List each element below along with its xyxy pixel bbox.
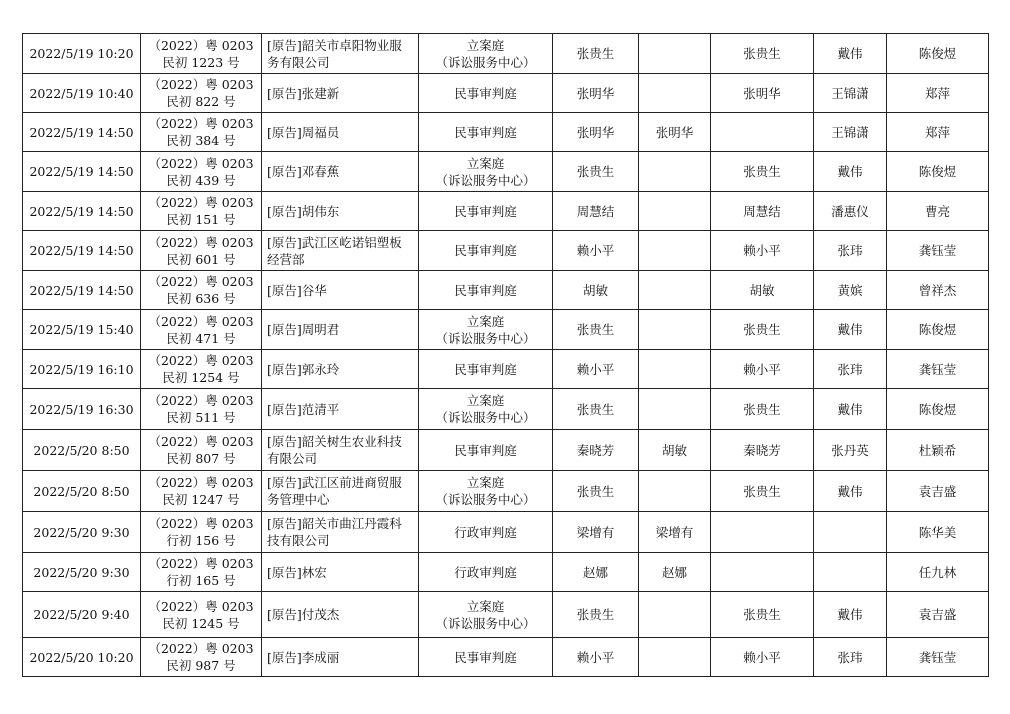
assistant-cell: 张玮 <box>814 638 887 677</box>
court-cell <box>419 231 553 271</box>
undertaking-judge-cell: 张贵生 <box>711 152 814 192</box>
table-row <box>23 34 989 74</box>
party-line1: [原告]韶关市卓阳物业服 <box>267 37 402 53</box>
table-row <box>23 512 989 553</box>
court-cell <box>419 34 553 74</box>
assistant-cell: 潘惠仪 <box>814 192 887 231</box>
undertaking-judge-cell: 周慧结 <box>711 192 814 231</box>
undertaking-judge-cell: 张明华 <box>711 74 814 113</box>
party-line1: [原告]范清平 <box>267 401 340 417</box>
case-number-cell <box>141 553 262 592</box>
clerk-cell: 曹亮 <box>887 192 989 231</box>
court-line1: 民事审判庭 <box>454 85 517 101</box>
hearing-time-cell: 2022/5/19 16:30 <box>23 389 141 430</box>
hearing-time-cell: 2022/5/19 10:20 <box>23 34 141 74</box>
case-number-line1: （2022）粤 0203 <box>148 313 254 329</box>
party-line1: [原告]周福员 <box>267 124 340 140</box>
court-cell <box>419 389 553 430</box>
table-row <box>23 471 989 512</box>
clerk-cell: 袁吉盛 <box>887 592 989 638</box>
hearing-time-cell: 2022/5/19 14:50 <box>23 192 141 231</box>
case-number-cell <box>141 430 262 471</box>
table-row <box>23 430 989 471</box>
court-line2: （诉讼服务中心） <box>435 615 536 631</box>
court-line1: 立案庭 <box>466 393 505 408</box>
assistant-cell: 戴伟 <box>814 389 887 430</box>
case-number-line1: （2022）粤 0203 <box>148 155 254 171</box>
party-line1: [原告]林宏 <box>267 564 327 580</box>
case-number-line1: （2022）粤 0203 <box>148 475 254 490</box>
judge-cell: 张贵生 <box>553 389 639 430</box>
party-cell <box>262 113 419 152</box>
party-line1: [原告]韶关市曲江丹霞科 <box>267 516 402 531</box>
undertaking-judge-cell: 胡敏 <box>711 271 814 310</box>
undertaking-judge-cell: 张贵生 <box>711 592 814 638</box>
party-cell <box>262 430 419 471</box>
presiding-judge-cell <box>639 350 711 389</box>
hearing-time-cell: 2022/5/19 10:40 <box>23 74 141 113</box>
presiding-judge-cell: 胡敏 <box>639 430 711 471</box>
party-line1: [原告]谷华 <box>267 282 327 298</box>
assistant-cell: 戴伟 <box>814 34 887 74</box>
hearing-time-cell: 2022/5/19 14:50 <box>23 152 141 192</box>
case-number-line1: （2022）粤 0203 <box>148 353 254 368</box>
court-line2: （诉讼服务中心） <box>435 54 536 70</box>
assistant-cell: 戴伟 <box>814 152 887 192</box>
court-line1: 行政审判庭 <box>454 564 517 580</box>
case-number-line2: 行初 165 号 <box>166 573 236 588</box>
judge-cell: 梁增有 <box>553 512 639 553</box>
case-number-cell <box>141 471 262 512</box>
hearing-time-cell: 2022/5/20 8:50 <box>23 430 141 471</box>
hearing-time-cell: 2022/5/20 10:20 <box>23 638 141 677</box>
court-line1: 行政审判庭 <box>454 524 517 540</box>
clerk-cell: 陈华美 <box>887 512 989 553</box>
presiding-judge-cell: 赵娜 <box>639 553 711 592</box>
party-cell <box>262 34 419 74</box>
party-cell <box>262 389 419 430</box>
table-row <box>23 389 989 430</box>
judge-cell: 赖小平 <box>553 638 639 677</box>
undertaking-judge-cell <box>711 113 814 152</box>
court-line1: 立案庭 <box>466 37 505 53</box>
case-number-cell <box>141 389 262 430</box>
assistant-cell: 戴伟 <box>814 471 887 512</box>
undertaking-judge-cell: 张贵生 <box>711 471 814 512</box>
hearing-time-cell: 2022/5/19 14:50 <box>23 231 141 271</box>
court-line2: （诉讼服务中心） <box>435 172 536 188</box>
assistant-cell: 张玮 <box>814 231 887 271</box>
undertaking-judge-cell: 秦晓芳 <box>711 430 814 471</box>
court-line1: 立案庭 <box>466 155 505 171</box>
court-cell <box>419 512 553 553</box>
party-line1: [原告]周明君 <box>267 322 340 337</box>
clerk-cell: 陈俊煜 <box>887 389 989 430</box>
case-number-cell <box>141 271 262 310</box>
party-line1: [原告]李成丽 <box>267 649 340 665</box>
party-line1: [原告]武江区屹诺铝塑板 <box>267 234 402 250</box>
case-number-line2: 民初 601 号 <box>166 251 236 267</box>
judge-cell: 张明华 <box>553 113 639 152</box>
presiding-judge-cell <box>639 34 711 74</box>
case-number-line2: 民初 471 号 <box>166 330 236 346</box>
case-number-cell <box>141 592 262 638</box>
table-body <box>23 34 989 677</box>
judge-cell: 张贵生 <box>553 152 639 192</box>
case-number-cell <box>141 638 262 677</box>
assistant-cell: 戴伟 <box>814 310 887 350</box>
party-cell <box>262 74 419 113</box>
presiding-judge-cell: 梁增有 <box>639 512 711 553</box>
undertaking-judge-cell: 赖小平 <box>711 231 814 271</box>
party-cell <box>262 592 419 638</box>
case-number-line2: 民初 151 号 <box>166 212 236 227</box>
assistant-cell: 王锦潇 <box>814 113 887 152</box>
case-number-line2: 民初 636 号 <box>166 291 236 306</box>
table-row <box>23 74 989 113</box>
hearing-time-cell: 2022/5/19 14:50 <box>23 271 141 310</box>
court-cell <box>419 553 553 592</box>
case-number-cell <box>141 231 262 271</box>
case-number-line2: 民初 1245 号 <box>162 615 240 631</box>
party-line2: 务管理中心 <box>267 492 330 507</box>
clerk-cell: 陈俊煜 <box>887 152 989 192</box>
party-line2: 务有限公司 <box>267 54 330 70</box>
presiding-judge-cell <box>639 471 711 512</box>
hearing-schedule-table <box>22 33 989 677</box>
court-cell <box>419 74 553 113</box>
party-cell <box>262 231 419 271</box>
court-line2: （诉讼服务中心） <box>435 410 536 425</box>
case-number-line1: （2022）粤 0203 <box>148 77 254 92</box>
judge-cell: 赖小平 <box>553 231 639 271</box>
presiding-judge-cell <box>639 638 711 677</box>
case-number-line1: （2022）粤 0203 <box>148 434 254 449</box>
judge-cell: 张贵生 <box>553 34 639 74</box>
hearing-time-cell: 2022/5/20 8:50 <box>23 471 141 512</box>
assistant-cell: 王锦潇 <box>814 74 887 113</box>
court-cell <box>419 152 553 192</box>
court-line1: 民事审判庭 <box>454 243 517 258</box>
court-line1: 民事审判庭 <box>454 282 517 298</box>
court-cell <box>419 350 553 389</box>
clerk-cell: 郑萍 <box>887 74 989 113</box>
party-cell <box>262 192 419 231</box>
case-number-line2: 民初 1254 号 <box>162 370 240 385</box>
party-cell <box>262 471 419 512</box>
party-line1: [原告]郭永玲 <box>267 361 340 377</box>
court-cell <box>419 310 553 350</box>
undertaking-judge-cell: 张贵生 <box>711 34 814 74</box>
court-line2: （诉讼服务中心） <box>435 330 536 346</box>
court-line1: 民事审判庭 <box>454 203 517 219</box>
party-cell <box>262 638 419 677</box>
assistant-cell <box>814 553 887 592</box>
case-number-line1: （2022）粤 0203 <box>148 116 254 131</box>
hearing-time-cell: 2022/5/20 9:30 <box>23 553 141 592</box>
hearing-time-cell: 2022/5/19 16:10 <box>23 350 141 389</box>
clerk-cell: 郑萍 <box>887 113 989 152</box>
court-cell <box>419 113 553 152</box>
presiding-judge-cell <box>639 310 711 350</box>
judge-cell: 赵娜 <box>553 553 639 592</box>
case-number-cell <box>141 310 262 350</box>
table-row <box>23 271 989 310</box>
case-number-line1: （2022）粤 0203 <box>148 274 254 289</box>
table-row <box>23 231 989 271</box>
court-cell <box>419 192 553 231</box>
clerk-cell: 龚钰莹 <box>887 638 989 677</box>
party-line1: [原告]张建新 <box>267 85 340 101</box>
party-cell <box>262 512 419 553</box>
party-line1: [原告]邓春蕉 <box>267 164 340 179</box>
case-number-line1: （2022）粤 0203 <box>148 598 254 614</box>
court-line1: 立案庭 <box>466 313 505 329</box>
clerk-cell: 杜颖希 <box>887 430 989 471</box>
judge-cell: 胡敏 <box>553 271 639 310</box>
court-line1: 立案庭 <box>466 475 505 490</box>
clerk-cell: 曾祥杰 <box>887 271 989 310</box>
table-row <box>23 310 989 350</box>
case-number-line2: 民初 384 号 <box>166 133 236 148</box>
case-number-cell <box>141 113 262 152</box>
table-row <box>23 152 989 192</box>
court-line1: 民事审判庭 <box>454 442 517 458</box>
case-number-cell <box>141 152 262 192</box>
table-row <box>23 553 989 592</box>
case-number-line1: （2022）粤 0203 <box>148 516 254 531</box>
case-number-cell <box>141 74 262 113</box>
presiding-judge-cell <box>639 389 711 430</box>
party-line2: 技有限公司 <box>267 533 330 548</box>
case-number-line2: 民初 511 号 <box>166 410 236 425</box>
hearing-time-cell: 2022/5/19 14:50 <box>23 113 141 152</box>
judge-cell: 张贵生 <box>553 471 639 512</box>
clerk-cell: 任九林 <box>887 553 989 592</box>
clerk-cell: 陈俊煜 <box>887 310 989 350</box>
party-cell <box>262 553 419 592</box>
undertaking-judge-cell: 赖小平 <box>711 638 814 677</box>
judge-cell: 秦晓芳 <box>553 430 639 471</box>
undertaking-judge-cell: 张贵生 <box>711 310 814 350</box>
table-row <box>23 192 989 231</box>
hearing-time-cell: 2022/5/20 9:40 <box>23 592 141 638</box>
case-number-line1: （2022）粤 0203 <box>148 234 254 250</box>
court-line1: 立案庭 <box>466 598 505 614</box>
case-number-line2: 行初 156 号 <box>166 533 236 548</box>
table-row <box>23 592 989 638</box>
clerk-cell: 袁吉盛 <box>887 471 989 512</box>
court-cell <box>419 471 553 512</box>
case-number-line2: 民初 822 号 <box>166 94 236 109</box>
case-number-line2: 民初 1223 号 <box>162 54 240 70</box>
assistant-cell: 张丹英 <box>814 430 887 471</box>
table-row <box>23 638 989 677</box>
judge-cell: 张明华 <box>553 74 639 113</box>
court-cell <box>419 430 553 471</box>
party-cell <box>262 310 419 350</box>
case-number-line2: 民初 439 号 <box>166 172 236 188</box>
party-line1: [原告]胡伟东 <box>267 203 340 219</box>
undertaking-judge-cell: 赖小平 <box>711 350 814 389</box>
undertaking-judge-cell <box>711 512 814 553</box>
judge-cell: 张贵生 <box>553 592 639 638</box>
party-line1: [原告]韶关树生农业科技 <box>267 434 402 449</box>
presiding-judge-cell <box>639 271 711 310</box>
court-line2: （诉讼服务中心） <box>435 492 536 507</box>
presiding-judge-cell <box>639 592 711 638</box>
case-number-cell <box>141 34 262 74</box>
clerk-cell: 龚钰莹 <box>887 231 989 271</box>
court-cell <box>419 638 553 677</box>
presiding-judge-cell <box>639 152 711 192</box>
presiding-judge-cell <box>639 231 711 271</box>
case-number-line1: （2022）粤 0203 <box>148 37 254 53</box>
case-number-line1: （2022）粤 0203 <box>148 556 254 571</box>
case-number-line2: 民初 807 号 <box>166 451 236 466</box>
judge-cell: 赖小平 <box>553 350 639 389</box>
assistant-cell: 戴伟 <box>814 592 887 638</box>
case-number-line1: （2022）粤 0203 <box>148 393 254 408</box>
court-line1: 民事审判庭 <box>454 124 517 140</box>
party-line1: [原告]付茂杰 <box>267 607 340 622</box>
judge-cell: 周慧结 <box>553 192 639 231</box>
hearing-time-cell: 2022/5/20 9:30 <box>23 512 141 553</box>
presiding-judge-cell: 张明华 <box>639 113 711 152</box>
party-cell <box>262 152 419 192</box>
table-row <box>23 113 989 152</box>
case-number-line1: （2022）粤 0203 <box>148 641 254 656</box>
case-number-cell <box>141 192 262 231</box>
clerk-cell: 陈俊煜 <box>887 34 989 74</box>
party-cell <box>262 350 419 389</box>
case-number-cell <box>141 512 262 553</box>
court-cell <box>419 592 553 638</box>
presiding-judge-cell <box>639 192 711 231</box>
party-line2: 有限公司 <box>267 451 318 466</box>
assistant-cell: 张玮 <box>814 350 887 389</box>
undertaking-judge-cell <box>711 553 814 592</box>
court-line1: 民事审判庭 <box>454 649 517 665</box>
court-cell <box>419 271 553 310</box>
court-line1: 民事审判庭 <box>454 361 517 377</box>
judge-cell: 张贵生 <box>553 310 639 350</box>
case-number-line2: 民初 1247 号 <box>162 492 240 507</box>
assistant-cell <box>814 512 887 553</box>
undertaking-judge-cell: 张贵生 <box>711 389 814 430</box>
case-number-line1: （2022）粤 0203 <box>148 195 254 210</box>
table-row <box>23 350 989 389</box>
clerk-cell: 龚钰莹 <box>887 350 989 389</box>
assistant-cell: 黄嫔 <box>814 271 887 310</box>
case-number-cell <box>141 350 262 389</box>
party-line2: 经营部 <box>267 251 305 267</box>
party-line1: [原告]武江区前进商贸服 <box>267 475 402 490</box>
party-cell <box>262 271 419 310</box>
case-number-line2: 民初 987 号 <box>166 658 236 673</box>
hearing-time-cell: 2022/5/19 15:40 <box>23 310 141 350</box>
presiding-judge-cell <box>639 74 711 113</box>
